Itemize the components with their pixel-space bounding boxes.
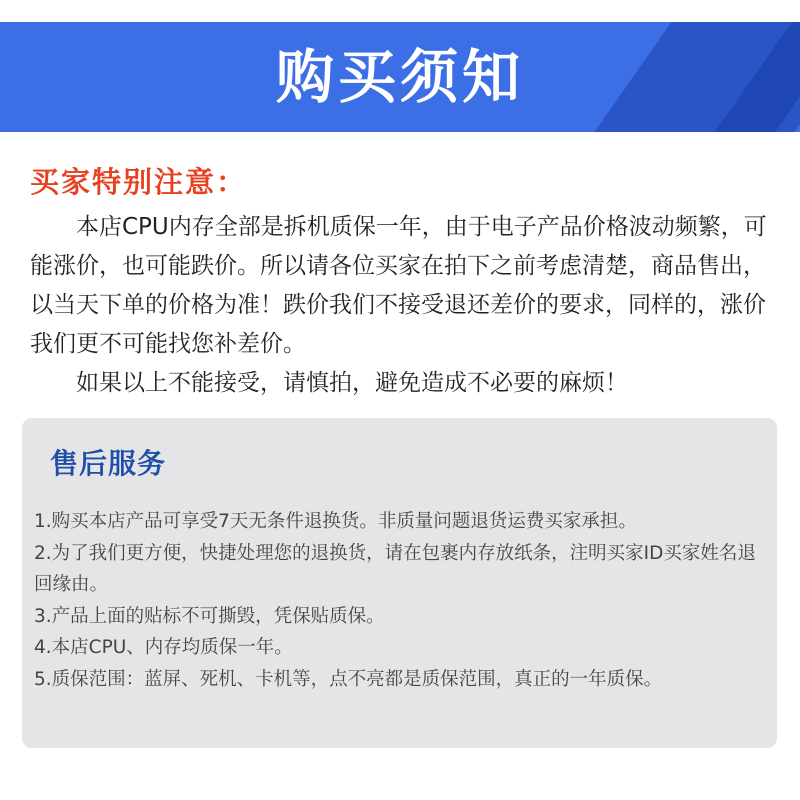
service-title: 售后服务 <box>50 447 167 480</box>
service-item: 4.本店CPU、内存均质保一年。 <box>34 637 293 658</box>
service-item: 2.为了我们更方便，快捷处理您的退换货，请在包裹内存放纸条，注明买家ID买家姓名退回缘由。 <box>34 542 756 595</box>
notice-heading: 买家特别注意： <box>30 165 248 199</box>
service-item: 1.购买本店产品可享受7天无条件退换货。非质量问题退货运费买家承担。 <box>34 511 637 532</box>
page-title: 购买须知 <box>275 43 524 111</box>
service-list <box>34 506 764 695</box>
service-item: 3.产品上面的贴标不可撕毁，凭保贴质保。 <box>34 605 385 627</box>
service-item: 5.质保范围：蓝屏、死机、卡机等，点不亮都是质保范围，真正的一年质保。 <box>34 668 663 690</box>
notice-paragraph: 如果以上不能接受，请慎拍，避免造成不必要的麻烦！ <box>76 370 628 396</box>
notice-paragraph: 本店CPU内存全部是拆机质保一年，由于电子产品价格波动频繁，可能涨价，也可能跌价。所以请各位买家在拍下之前考虑清楚，商品售出，以当天下单的价格为准！跌价我们不接受退还差价的要求，同样的，涨价我们更不可能找您补差价。 <box>30 214 767 357</box>
after-sales-panel <box>22 418 777 748</box>
notice-body <box>30 208 780 403</box>
header-banner <box>0 22 800 132</box>
